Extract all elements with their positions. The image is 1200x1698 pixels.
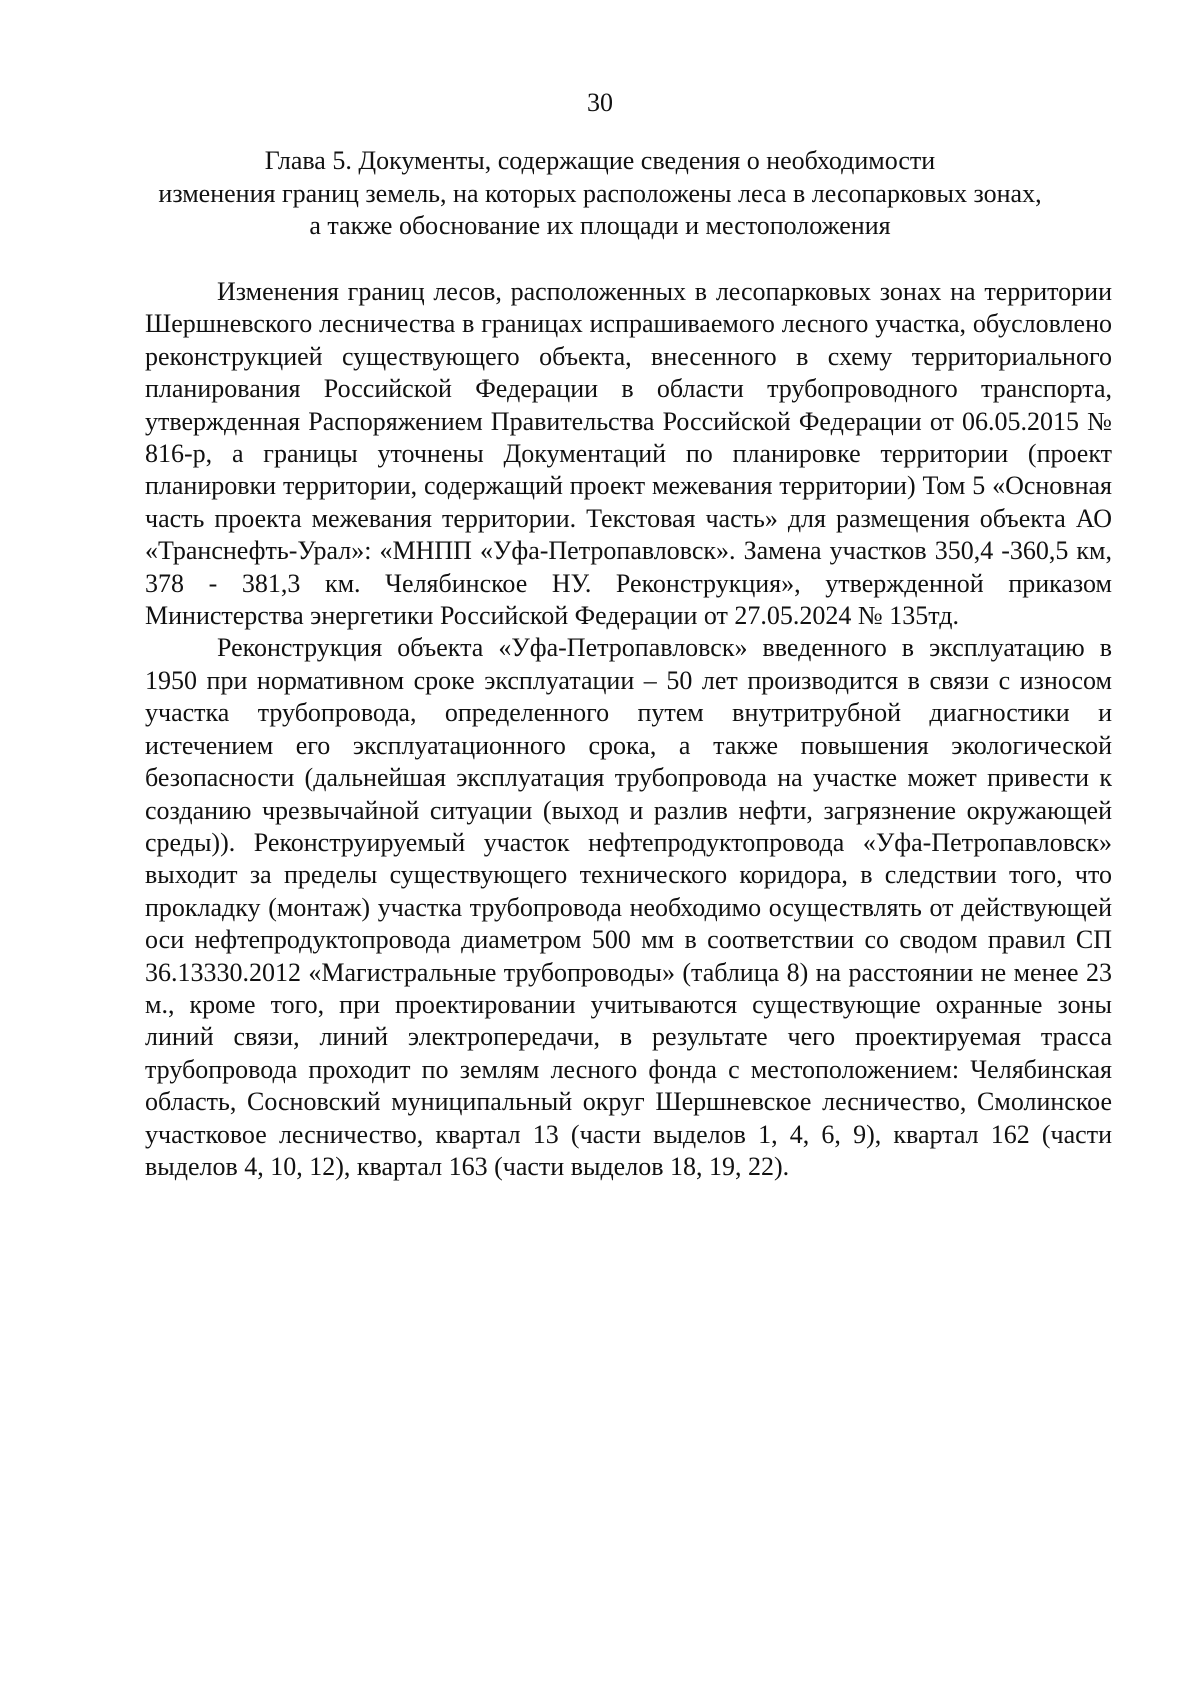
paragraph: Реконструкция объекта «Уфа-Петропавловск» введенного в эксплуатацию в 1950 при нормативном сроке эксплуатации – 50 лет производится в связи с износом участка трубопровода, определенного путем внутритрубной диагностики и истечением его эксплуатационного срока, а также повышения экологической безопасности (дальнейшая эксплуатация трубопровода на участке может привести к созданию чрезвычайной ситуации (выход и разлив нефти, загрязнение окружающей среды)). Реконструируемый участок нефтепродуктопровода «Уфа-Петропавловск» выходит за пределы существующего технического коридора, в следствии того, что прокладку (монтаж) участка трубопровода необходимо осуществлять от действующей оси нефтепродуктопровода диаметром 500 мм в соответствии со сводом правил СП 36.13330.2012 «Магистральные трубопроводы» (таблица 8) на расстоянии не менее 23 м., кроме того, при проектировании учитываются существующие охранные зоны линий связи, линий электропередачи, в результате чего проектируемая трасса трубопровода проходит по землям лесного фонда с местоположением: Челябинская область, Сосновский муниципальный округ Шершневское лесничество, Смолинское участковое лесничество, квартал 13 (части выделов 1, 4, 6, 9), квартал 162 (части выделов 4, 10, 12), квартал 163 (части выделов 18, 19, 22).: [145, 633, 1112, 1181]
chapter-title: [120, 145, 1080, 243]
chapter-title-line: изменения границ земель, на которых расположены леса в лесопарковых зонах,: [158, 178, 1042, 208]
chapter-title-line: а также обоснование их площади и местоположения: [309, 211, 891, 240]
chapter-title-line: Глава 5. Документы, содержащие сведения о необходимости: [264, 146, 936, 175]
page-number: 30: [587, 88, 613, 117]
paragraph: Изменения границ лесов, расположенных в лесопарковых зонах на территории Шершневского лесничества в границах испрашиваемого лесного участка, обусловлено реконструкцией существующего объекта, внесенного в схему территориального планирования Российской Федерации в области трубопроводного транспорта, утвержденная Распоряжением Правительства Российской Федерации от 06.05.2015 № 816-р, а границы уточнены Документаций по планировке территории (проект планировки территории, содержащий проект межевания территории) Том 5 «Основная часть проекта межевания территории. Текстовая часть» для размещения объекта АО «Транснефть-Урал»: «МНПП «Уфа-Петропавловск». Замена участков 350,4 -360,5 км, 378 - 381,3 км. Челябинское НУ. Реконструкция», утвержденной приказом Министерства энергетики Российской Федерации от 27.05.2024 № 135тд.: [145, 277, 1112, 631]
body-text: [145, 276, 1112, 1183]
